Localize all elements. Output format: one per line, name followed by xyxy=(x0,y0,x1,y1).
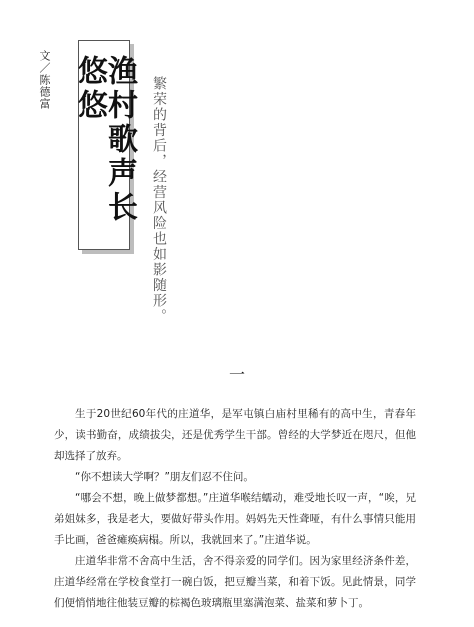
paragraph: 生于20世纪60年代的庄道华，是军屯镇白庙村里稀有的高中生，青春年少，读书勤奋，成绩拔尖，还是优秀学生干部。曾经的大学梦近在咫尺，但他却选择了放弃。 xyxy=(54,408,416,462)
article-subtitle: 繁荣的背后，经营风险也如影随形。 xyxy=(151,76,167,324)
article-title: 渔村歌声长悠悠 xyxy=(72,55,137,225)
paragraph: “哪会不想，晚上做梦都想。”庄道华喉结蠕动，难受地长叹一声，“唉，兄弟姐妹多，我是老大，要做好带头作用。妈妈先天性聋哑，有什么事情只能用手比画，爸爸瘫痪病榻。所以，我就回来了。”庄道华说。 xyxy=(54,492,416,546)
article-body xyxy=(54,404,416,614)
section-number: 一 xyxy=(228,365,245,384)
byline: 文／陈德富 xyxy=(38,50,51,110)
paragraph: 庄道华非常不舍高中生活，舍不得亲爱的同学们。因为家里经济条件差，庄道华经常在学校食堂打一碗白饭，把豆瓣当菜，和着下饭。见此情景，同学们便悄悄地往他装豆瓣的棕褐色玻璃瓶里塞满泡菜、盐菜和萝卜丁。 xyxy=(54,555,416,609)
title-box xyxy=(72,40,137,250)
paragraph: “你不想读大学啊？”朋友们忍不住问。 xyxy=(75,471,254,483)
